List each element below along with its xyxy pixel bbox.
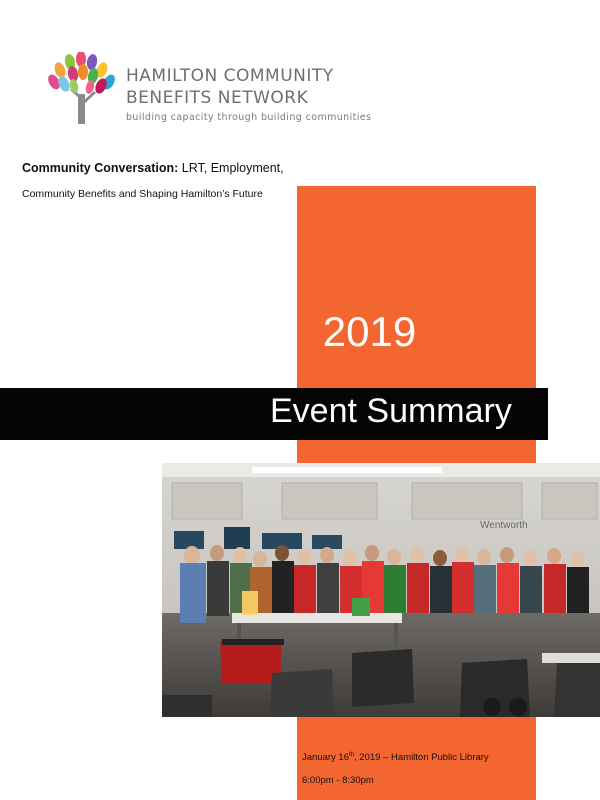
org-name-line2: BENEFITS NETWORK [126,88,309,108]
logo [44,52,372,132]
event-photo-illustration [162,463,600,717]
event-date-rest: , 2019 – Hamilton Public Library [354,752,489,764]
wall-room-label: Wentworth [480,520,528,531]
org-name-line1: HAMILTON COMMUNITY [126,66,334,86]
event-group-photo [162,463,600,717]
tree-of-hands-icon [44,52,120,128]
conversation-title [22,161,284,175]
event-date-location [302,752,489,763]
event-date-day: January 16 [302,752,350,764]
org-tagline: building capacity through building communities [126,112,372,123]
conversation-title-rest: LRT, Employment, [178,161,284,175]
report-heading: Event Summary [270,392,512,430]
event-time: 6:00pm - 8:30pm [302,775,374,786]
event-date-ordinal: th [349,752,355,758]
conversation-title-bold: Community Conversation: [22,161,179,175]
report-year: 2019 [322,308,417,355]
conversation-subtitle: Community Benefits and Shaping Hamilton’s Future [22,188,263,200]
